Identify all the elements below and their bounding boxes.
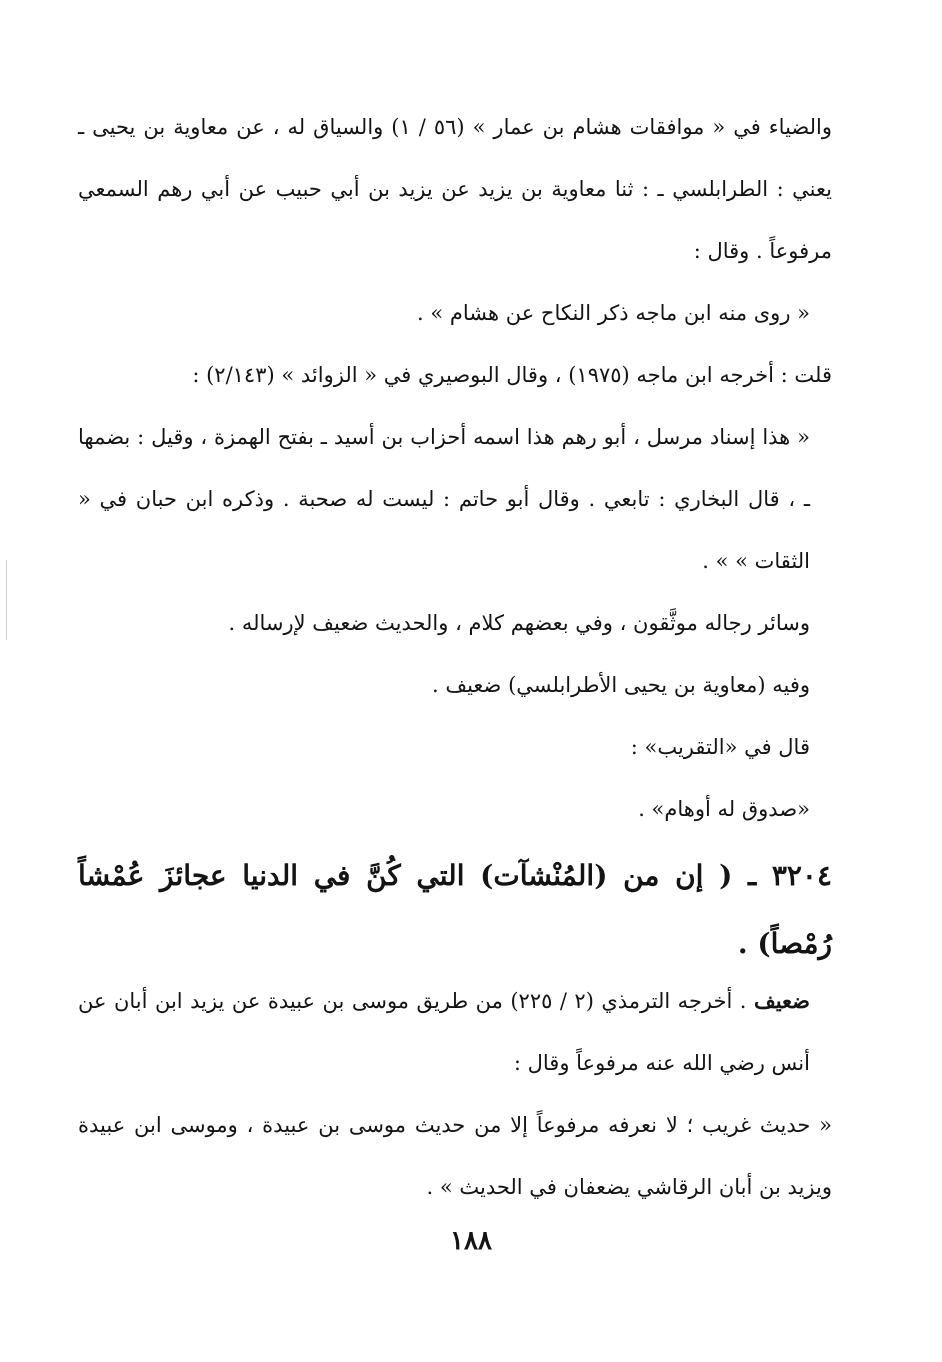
paragraph-5: قال في «التقريب» :	[630, 735, 810, 759]
hadith-heading-block	[78, 842, 832, 978]
hadith-text: ـ ( إن من (المُنْشآت) التي كُنَّ في الدنيا عجائزَ عُمْشاً رُمْصاً) .	[78, 859, 832, 960]
top-section	[78, 96, 832, 840]
paragraph-1: والضياء في « موافقات هشام بن عمار » (٥٦ / ١) والسياق له ، عن معاوية بن يحيى ـ يعني : الطرابلسي ـ : ثنا معاوية بن يزيد عن يزيد بن أبي حبيب عن أبي رهم السمعي مرفوعاً . وقال :	[78, 115, 832, 263]
quote-busiri: « هذا إسناد مرسل ، أبو رهم هذا اسمه أحزاب بن أسيد ـ بفتح الهمزة ، وقيل : بضمها ـ ، قال البخاري : تابعي . وقال أبو حاتم : ليست له صحبة . وذكره ابن حبان في « الثقات » » .	[78, 425, 810, 573]
takhrij-text: . أخرجه الترمذي (٢ / ٢٢٥) من طريق موسى بن عبيدة عن يزيد ابن أبان عن أنس رضي الله عنه مرفوعاً وقال :	[78, 989, 810, 1075]
paragraph-2: قلت : أخرجه ابن ماجه (١٩٧٥) ، وقال البوصيري في « الزوائد » (٢/١٤٣) :	[192, 363, 832, 387]
quote-ibn-majah: « روى منه ابن ماجه ذكر النكاح عن هشام » .	[416, 301, 810, 325]
quote-tirmidhi: « حديث غريب ؛ لا نعرفه مرفوعاً إلا من حديث موسى بن عبيدة ، وموسى ابن عبيدة ويزيد بن أبان الرقاشي يضعفان في الحديث » .	[78, 1113, 832, 1199]
hadith-number: ٣٢٠٤	[771, 859, 832, 892]
grade-label: ضعيف	[753, 988, 810, 1013]
hadith-heading	[78, 842, 832, 978]
bottom-section	[78, 970, 832, 1218]
page-number: ١٨٨	[450, 1226, 492, 1256]
paragraph-3: وسائر رجاله موثَّقون ، وفي بعضهم كلام ، والحديث ضعيف لإرساله .	[228, 611, 810, 635]
paragraph-4: وفيه (معاوية بن يحيى الأطرابلسي) ضعيف .	[432, 673, 810, 697]
scan-edge-line	[6, 560, 7, 640]
takhrij-paragraph	[78, 970, 832, 1094]
paragraph-6: «صدوق له أوهام» .	[638, 797, 810, 821]
